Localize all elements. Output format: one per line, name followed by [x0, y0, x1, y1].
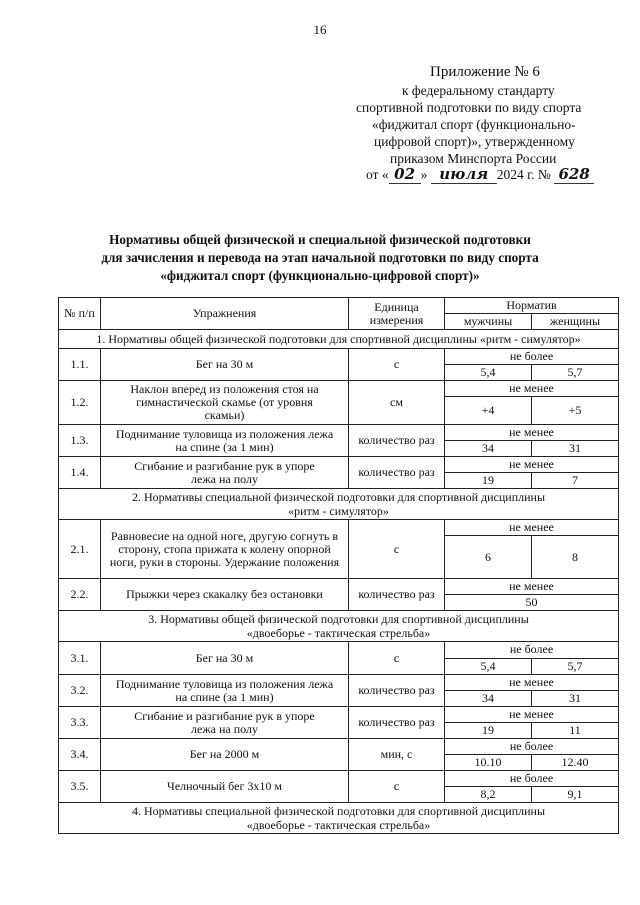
header-date-line — [366, 166, 594, 188]
row-exercise: Бег на 30 м — [101, 642, 349, 675]
table-row — [59, 739, 619, 755]
row-criterion: не менее — [445, 520, 619, 536]
row-unit: количество раз — [349, 707, 445, 739]
value-men: 6 — [445, 536, 532, 579]
row-criterion: не менее — [445, 381, 619, 397]
row-exercise: Сгибание и разгибание рук в упоре лежа на полу — [101, 457, 349, 489]
row-exercise: Бег на 30 м — [101, 349, 349, 381]
row-num: 2.1. — [59, 520, 101, 579]
table-row — [59, 771, 619, 787]
section-title: 1. Нормативы общей физической подготовки для спортивной дисциплины «ритм - симулятор» — [59, 330, 619, 349]
header-unit: Единица измерения — [349, 298, 445, 330]
value-men: 5,4 — [445, 658, 532, 675]
row-num: 3.4. — [59, 739, 101, 771]
row-num: 1.3. — [59, 425, 101, 457]
row-exercise: Сгибание и разгибание рук в упоре лежа на полу — [101, 707, 349, 739]
header-women: женщины — [532, 314, 619, 330]
value-both: 50 — [445, 595, 619, 611]
value-women: 31 — [532, 441, 619, 457]
value-women: 12.40 — [532, 755, 619, 771]
value-men: 10.10 — [445, 755, 532, 771]
header-line: цифровой спорт)», утвержденному — [374, 134, 575, 149]
row-criterion: не более — [445, 739, 619, 755]
row-criterion: не менее — [445, 707, 619, 723]
row-exercise: Равновесие на одной ноге, другую согнуть в сторону, стопа прижата к колену опорной ноги, руки в стороны. Удержание положения — [101, 520, 349, 579]
date-day-handwritten: 02 — [389, 166, 421, 184]
row-num: 1.2. — [59, 381, 101, 425]
date-mid: » — [420, 167, 428, 182]
value-men: 8,2 — [445, 787, 532, 803]
row-criterion: не более — [445, 349, 619, 365]
row-num: 3.2. — [59, 675, 101, 707]
row-exercise: Поднимание туловища из положения лежа на спине (за 1 мин) — [101, 425, 349, 457]
row-num: 1.4. — [59, 457, 101, 489]
date-prefix: от « — [366, 167, 389, 182]
value-men: +4 — [445, 397, 532, 425]
doc-title-line: «фиджитал спорт (функционально-цифровой спорт)» — [160, 268, 480, 283]
row-num: 1.1. — [59, 349, 101, 381]
table-row — [59, 349, 619, 365]
row-criterion: не менее — [445, 579, 619, 595]
section-title: 4. Нормативы специальной физической подготовки для спортивной дисциплины «двоеборье - тактическая стрельба» — [59, 803, 619, 834]
value-women: 7 — [532, 473, 619, 489]
table-row — [59, 675, 619, 691]
row-exercise: Поднимание туловища из положения лежа на спине (за 1 мин) — [101, 675, 349, 707]
table-row — [59, 579, 619, 595]
value-men: 5,4 — [445, 365, 532, 381]
row-num: 2.2. — [59, 579, 101, 611]
row-unit: количество раз — [349, 457, 445, 489]
table-row — [59, 425, 619, 441]
table-row — [59, 457, 619, 473]
date-year: 2024 г. № — [496, 167, 551, 182]
row-unit: мин, с — [349, 739, 445, 771]
norms-table — [58, 297, 619, 834]
row-criterion: не менее — [445, 675, 619, 691]
table-row — [59, 381, 619, 397]
table-row — [59, 642, 619, 659]
row-unit: количество раз — [349, 579, 445, 611]
section-title: 2. Нормативы специальной физической подготовки для спортивной дисциплины «ритм - симулятор» — [59, 489, 619, 520]
row-exercise: Наклон вперед из положения стоя на гимнастической скамье (от уровня скамьи) — [101, 381, 349, 425]
header-norm: Норматив — [445, 298, 619, 314]
row-unit: с — [349, 771, 445, 803]
section-row — [59, 803, 619, 834]
value-women: 9,1 — [532, 787, 619, 803]
date-month-handwritten: июля — [431, 166, 497, 184]
doc-title-line: Нормативы общей физической и специальной физической подготовки — [109, 232, 531, 247]
value-men: 19 — [445, 473, 532, 489]
row-unit: с — [349, 349, 445, 381]
value-women: 11 — [532, 723, 619, 739]
table-header-row — [59, 298, 619, 314]
header-exercise: Упражнения — [101, 298, 349, 330]
row-exercise: Прыжки через скакалку без остановки — [101, 579, 349, 611]
row-exercise: Бег на 2000 м — [101, 739, 349, 771]
row-criterion: не более — [445, 771, 619, 787]
row-exercise: Челночный бег 3х10 м — [101, 771, 349, 803]
table-row — [59, 520, 619, 536]
row-unit: количество раз — [349, 675, 445, 707]
row-unit: с — [349, 520, 445, 579]
header-line: к федеральному стандарту — [402, 83, 555, 98]
value-men: 34 — [445, 441, 532, 457]
value-women: 8 — [532, 536, 619, 579]
value-men: 34 — [445, 691, 532, 707]
row-criterion: не менее — [445, 425, 619, 441]
appendix-number: Приложение № 6 — [430, 64, 540, 80]
row-criterion: не менее — [445, 457, 619, 473]
row-unit: с — [349, 642, 445, 675]
doc-title-line: для зачисления и перевода на этап начальной подготовки по виду спорта — [101, 250, 539, 265]
value-men: 19 — [445, 723, 532, 739]
table-row — [59, 707, 619, 723]
section-title: 3. Нормативы общей физической подготовки для спортивной дисциплины «двоеборье - тактическая стрельба» — [59, 611, 619, 642]
value-women: +5 — [532, 397, 619, 425]
header-num: № п/п — [59, 298, 101, 330]
value-women: 5,7 — [532, 658, 619, 675]
header-men: мужчины — [445, 314, 532, 330]
row-criterion: не более — [445, 642, 619, 659]
row-unit: см — [349, 381, 445, 425]
page-number: 16 — [313, 22, 327, 37]
row-num: 3.3. — [59, 707, 101, 739]
row-unit: количество раз — [349, 425, 445, 457]
row-num: 3.5. — [59, 771, 101, 803]
row-num: 3.1. — [59, 642, 101, 675]
section-row — [59, 611, 619, 642]
section-row — [59, 489, 619, 520]
header-line: «фиджитал спорт (функционально- — [372, 117, 576, 132]
section-row — [59, 330, 619, 349]
header-line: спортивной подготовки по виду спорта — [356, 100, 582, 115]
value-women: 31 — [532, 691, 619, 707]
value-women: 5,7 — [532, 365, 619, 381]
order-number-handwritten: 628 — [554, 166, 594, 184]
header-line: приказом Минспорта России — [390, 151, 557, 166]
